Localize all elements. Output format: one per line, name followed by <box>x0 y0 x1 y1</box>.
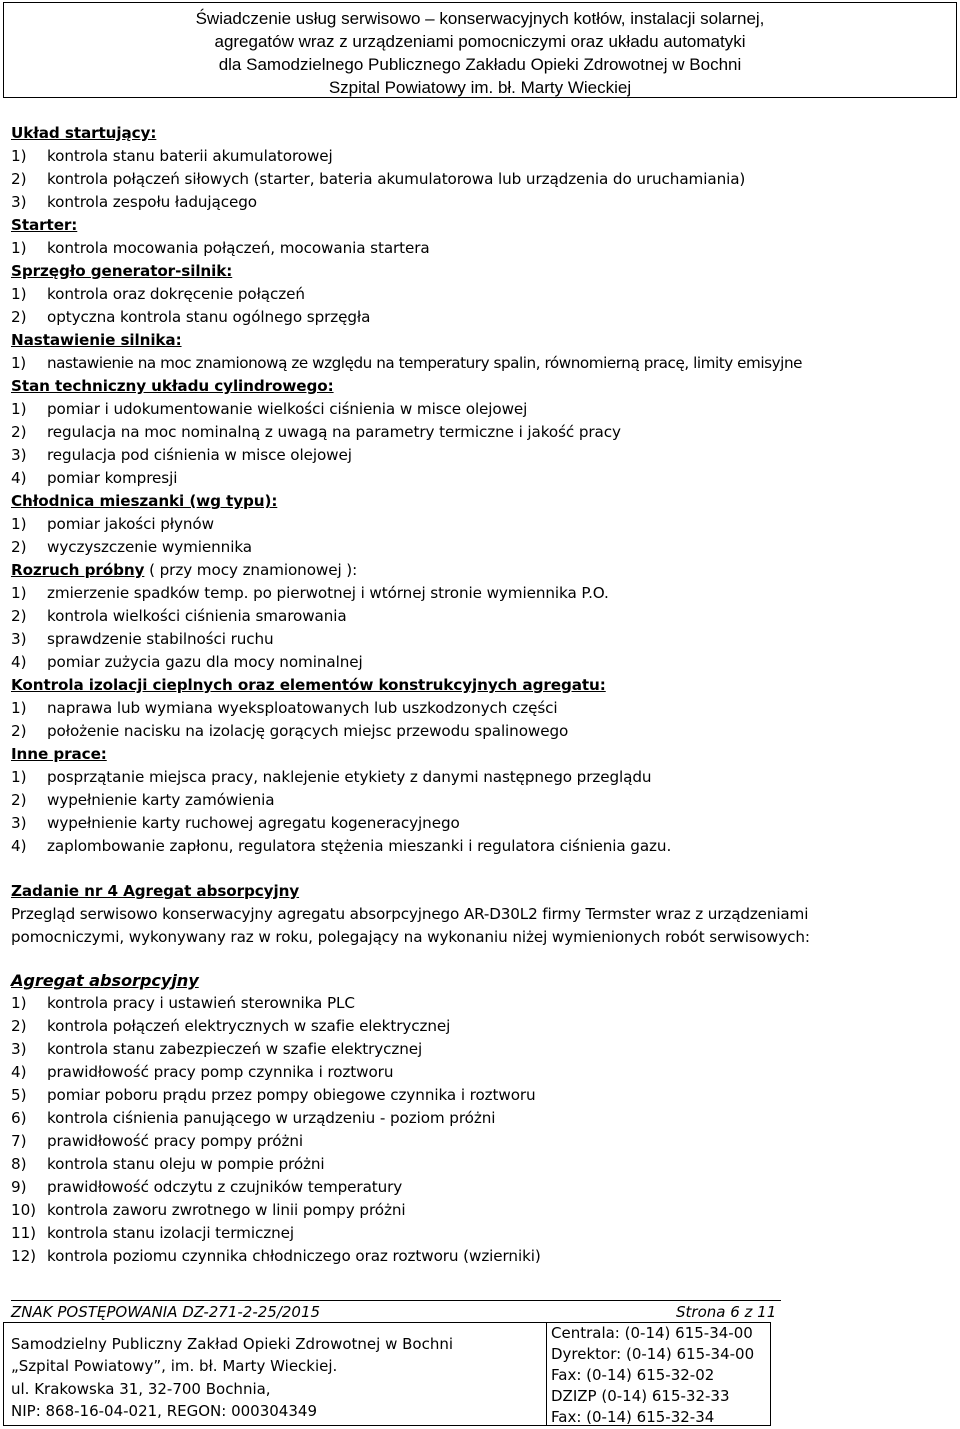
list-item: 2) kontrola wielkości ciśnienia smarowania <box>11 607 347 625</box>
list-item: 2) kontrola połączeń elektrycznych w szafie elektrycznej <box>11 1017 451 1035</box>
list-item: 1) pomiar jakości płynów <box>11 515 214 533</box>
section-heading: Zadanie nr 4 Agregat absorpcyjny <box>11 882 300 900</box>
section-heading: Stan techniczny układu cylindrowego: <box>11 377 334 395</box>
list-item: 11) kontrola stanu izolacji termicznej <box>11 1224 294 1242</box>
list-item: 3) kontrola stanu zabezpieczeń w szafie elektrycznej <box>11 1040 423 1058</box>
list-item: 5) pomiar poboru prądu przez pompy obiegowe czynnika i roztworu <box>11 1086 536 1104</box>
list-item: 12) kontrola poziomu czynnika chłodniczego oraz roztworu (wzierniki) <box>11 1247 541 1265</box>
paragraph-line: pomocniczymi, wykonywany raz w roku, polegający na wykonaniu niżej wymienionych robót serwisowych: <box>11 928 810 946</box>
list-item: 4) prawidłowość pracy pomp czynnika i roztworu <box>11 1063 394 1081</box>
list-item: 3) wypełnienie karty ruchowej agregatu kogeneracyjnego <box>11 814 460 832</box>
section-heading: Inne prace: <box>11 745 107 763</box>
list-item: 7) prawidłowość pracy pompy próżni <box>11 1132 303 1150</box>
paragraph-line: Przegląd serwisowo konserwacyjny agregatu absorpcyjnego AR-D30L2 firmy Termster wraz z urządzeniami <box>11 905 809 923</box>
procedure-number: ZNAK POSTĘPOWANIA DZ-271-2-25/2015 <box>11 1303 321 1321</box>
footer-address-line: „Szpital Powiatowy”, im. bł. Marty Wieckiej. <box>11 1357 338 1375</box>
list-item: 2) kontrola połączeń siłowych (starter, bateria akumulatorowa lub urządzenia do uruchamiania) <box>11 170 746 188</box>
list-item: 1) kontrola mocowania połączeń, mocowania startera <box>11 239 430 257</box>
header-line-1: Świadczenie usług serwisowo – konserwacyjnych kotłów, instalacji solarnej, <box>195 9 765 28</box>
section-heading: Kontrola izolacji cieplnych oraz elementów konstrukcyjnych agregatu: <box>11 676 606 694</box>
spacer <box>11 949 951 969</box>
list-item: 1) kontrola stanu baterii akumulatorowej <box>11 147 333 165</box>
section-heading: Starter: <box>11 216 78 234</box>
header-line-2: agregatów wraz z urządzeniami pomocniczymi oraz układu automatyki <box>214 32 746 51</box>
section-heading: Chłodnica mieszanki (wg typu): <box>11 492 278 510</box>
document-body <box>11 122 951 1268</box>
footer-reference-bar <box>11 1300 781 1321</box>
list-item: 2) wypełnienie karty zamówienia <box>11 791 275 809</box>
page-number: Strona 6 z 11 <box>676 1303 777 1321</box>
list-item: 3) regulacja pod ciśnienia w misce olejowej <box>11 446 352 464</box>
section-heading: Sprzęgło generator-silnik: <box>11 262 233 280</box>
list-item: 8) kontrola stanu oleju w pompie próżni <box>11 1155 325 1173</box>
list-item: 2) regulacja na moc nominalną z uwagą na parametry termiczne i jakość pracy <box>11 423 621 441</box>
list-item: 2) położenie nacisku na izolację gorących miejsc przewodu spalinowego <box>11 722 569 740</box>
footer-contact-line: Fax: (0-14) 615-32-34 <box>551 1408 715 1426</box>
section-heading: Układ startujący: <box>11 124 157 142</box>
list-item: 1) kontrola oraz dokręcenie połączeń <box>11 285 305 303</box>
list-item: 3) sprawdzenie stabilności ruchu <box>11 630 274 648</box>
footer-contact-line: DZIZP (0-14) 615-32-33 <box>551 1387 730 1405</box>
section-heading: Agregat absorpcyjny <box>11 971 199 990</box>
list-item: 1) nastawienie na moc znamionową ze względu na temperatury spalin, równomierną pracę, limity emisyjne <box>11 354 803 372</box>
footer-address-line: ul. Krakowska 31, 32-700 Bochnia, <box>11 1380 271 1398</box>
document-header <box>3 2 957 98</box>
list-item: 10) kontrola zaworu zwrotnego w linii pompy próżni <box>11 1201 406 1219</box>
list-item: 1) posprzątanie miejsca pracy, naklejenie etykiety z danymi następnego przeglądu <box>11 768 652 786</box>
list-item: 2) wyczyszczenie wymiennika <box>11 538 252 556</box>
list-item: 1) zmierzenie spadków temp. po pierwotnej i wtórnej stronie wymiennika P.O. <box>11 584 609 602</box>
footer-address-box <box>3 1322 547 1426</box>
section-heading: Rozruch próbny ( przy mocy znamionowej ): <box>11 561 358 579</box>
list-item: 4) pomiar zużycia gazu dla mocy nominalnej <box>11 653 363 671</box>
list-item: 9) prawidłowość odczytu z czujników temperatury <box>11 1178 403 1196</box>
list-item: 3) kontrola zespołu ładującego <box>11 193 257 211</box>
spacer <box>11 858 951 880</box>
list-item: 4) zaplombowanie zapłonu, regulatora stężenia mieszanki i regulatora ciśnienia gazu. <box>11 837 672 855</box>
footer-contact-box <box>546 1322 771 1426</box>
footer-contact-line: Dyrektor: (0-14) 615-34-00 <box>551 1345 755 1363</box>
list-item: 6) kontrola ciśnienia panującego w urządzeniu - poziom próżni <box>11 1109 496 1127</box>
list-item: 1) naprawa lub wymiana wyeksploatowanych lub uszkodzonych części <box>11 699 558 717</box>
list-item: 1) kontrola pracy i ustawień sterownika PLC <box>11 994 355 1012</box>
list-item: 2) optyczna kontrola stanu ogólnego sprzęgła <box>11 308 371 326</box>
header-line-4: Szpital Powiatowy im. bł. Marty Wieckiej <box>328 78 632 97</box>
header-line-3: dla Samodzielnego Publicznego Zakładu Opieki Zdrowotnej w Bochni <box>218 55 742 74</box>
list-item: 1) pomiar i udokumentowanie wielkości ciśnienia w misce olejowej <box>11 400 528 418</box>
footer-contact-line: Centrala: (0-14) 615-34-00 <box>551 1324 753 1342</box>
footer-address-line: Samodzielny Publiczny Zakład Opieki Zdrowotnej w Bochni <box>11 1335 454 1353</box>
footer-address-line: NIP: 868-16-04-021, REGON: 000304349 <box>11 1402 317 1420</box>
footer-contact-line: Fax: (0-14) 615-32-02 <box>551 1366 715 1384</box>
section-heading: Nastawienie silnika: <box>11 331 182 349</box>
list-item: 4) pomiar kompresji <box>11 469 178 487</box>
